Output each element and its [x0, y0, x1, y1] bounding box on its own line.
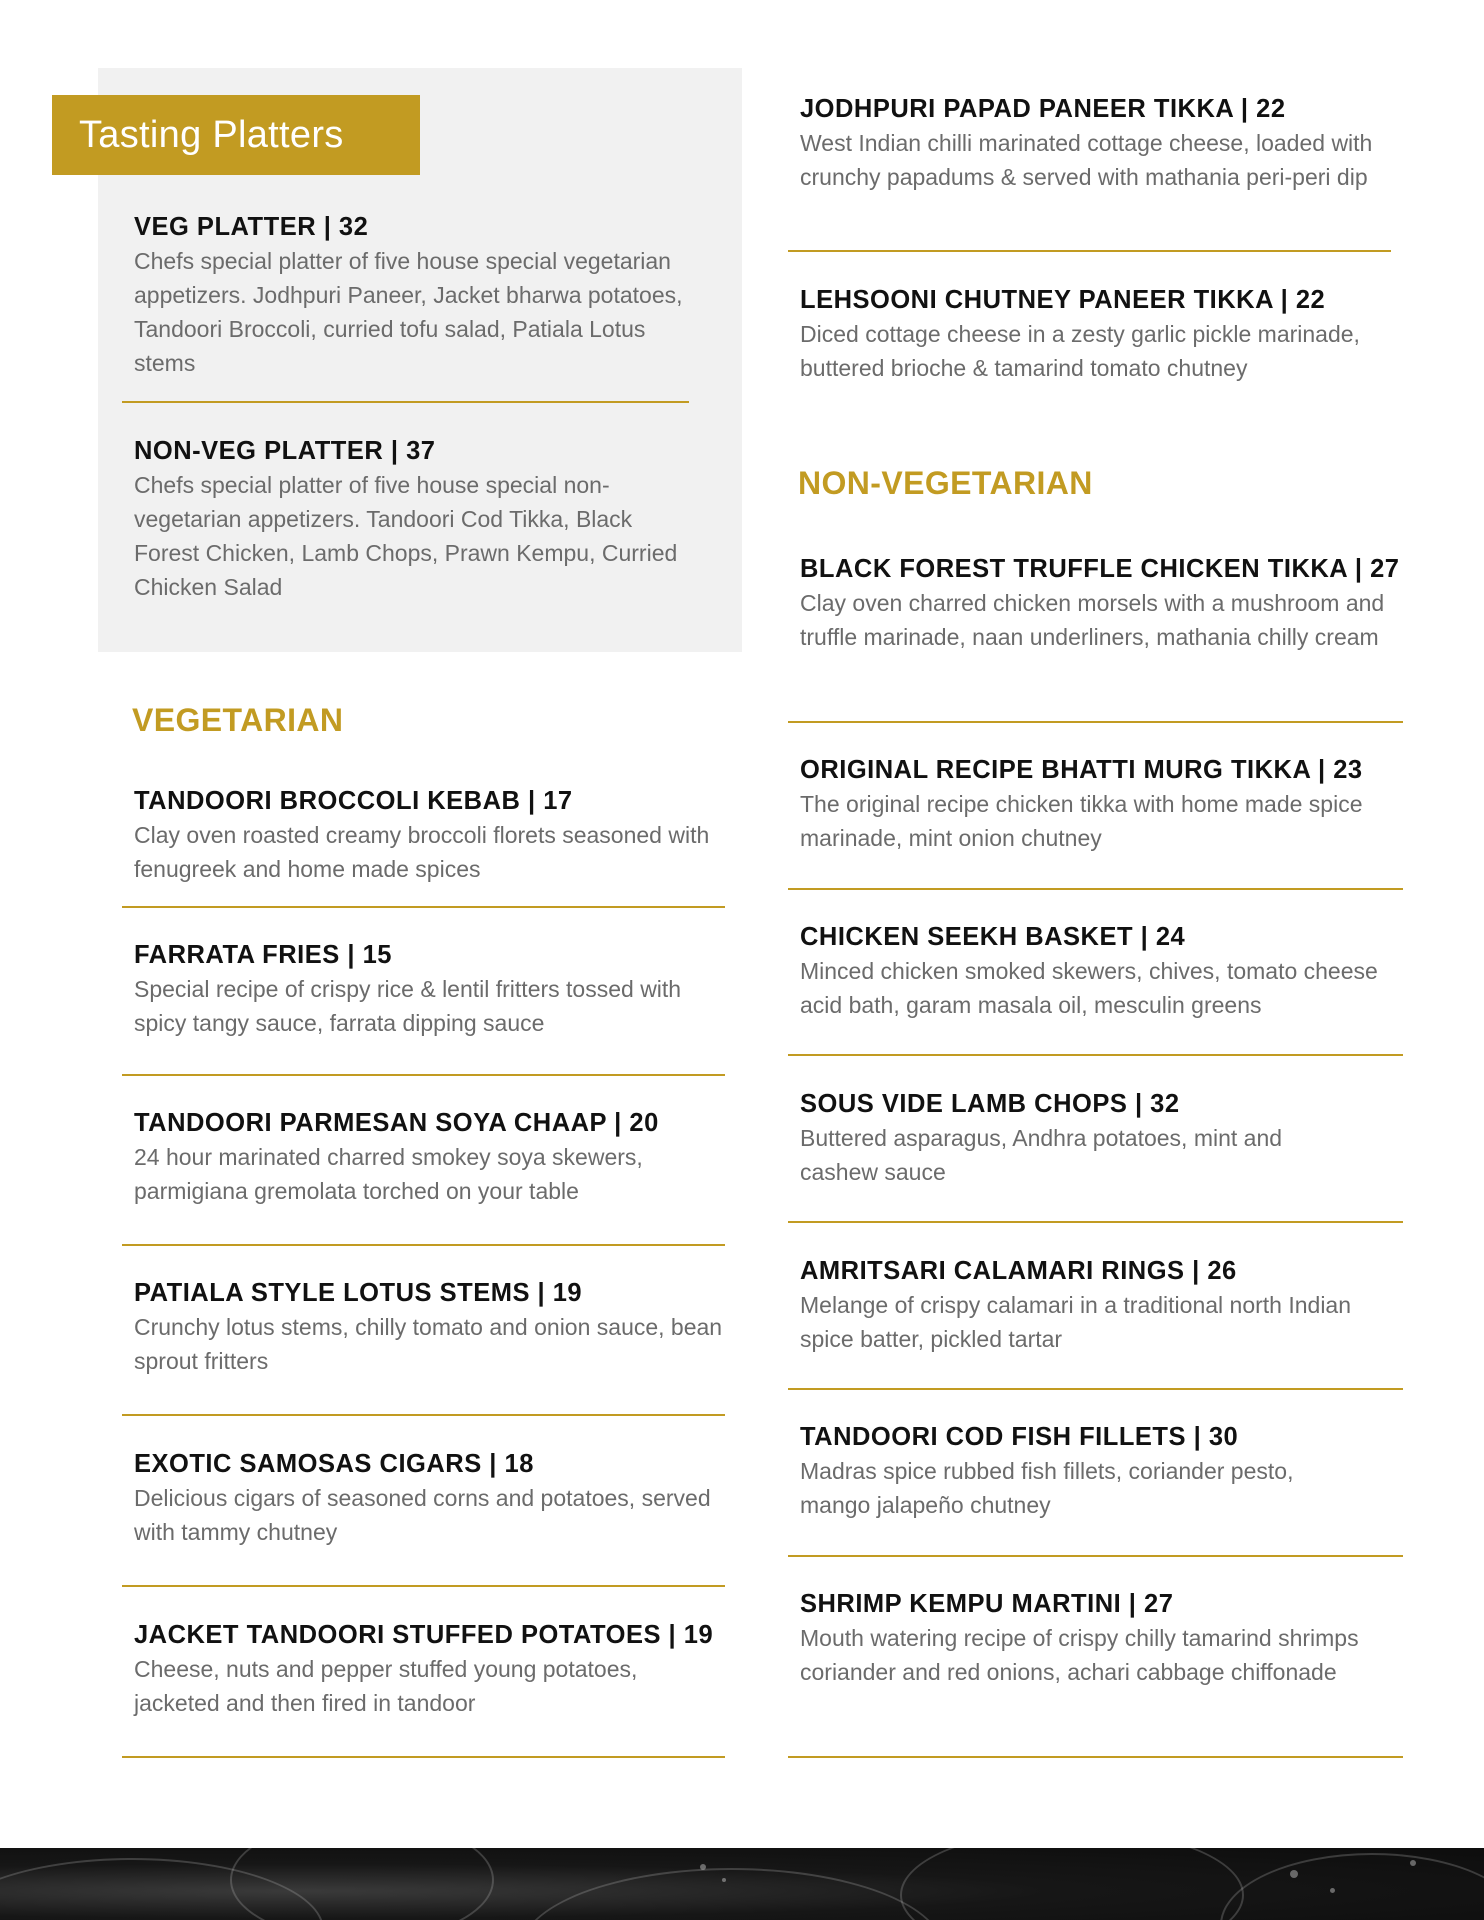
- marble-speck: [1410, 1860, 1416, 1866]
- item-name: TANDOORI PARMESAN SOYA CHAAP | 20: [134, 1109, 659, 1137]
- item-description: Cheese, nuts and pepper stuffed young potatoes, jacketed and then fired in tandoor: [134, 1656, 638, 1716]
- divider: [788, 1756, 1403, 1758]
- item-name: CHICKEN SEEKH BASKET | 24: [800, 923, 1186, 951]
- item-name: VEG PLATTER | 32: [134, 213, 369, 241]
- menu-item: [800, 1587, 1380, 1689]
- item-name: EXOTIC SAMOSAS CIGARS | 18: [134, 1450, 534, 1478]
- marble-speck: [722, 1878, 726, 1882]
- marble-speck: [1330, 1888, 1335, 1893]
- item-description: The original recipe chicken tikka with home made spice marinade, mint onion chutney: [800, 791, 1363, 851]
- item-name: SHRIMP KEMPU MARTINI | 27: [800, 1590, 1174, 1618]
- item-description: Clay oven roasted creamy broccoli florets seasoned with fenugreek and home made spices: [134, 822, 710, 882]
- vegetarian-heading: VEGETARIAN: [132, 702, 344, 738]
- menu-item: [134, 1447, 724, 1549]
- item-name: FARRATA FRIES | 15: [134, 941, 392, 969]
- item-name: AMRITSARI CALAMARI RINGS | 26: [800, 1257, 1237, 1285]
- item-name: JACKET TANDOORI STUFFED POTATOES | 19: [134, 1621, 714, 1649]
- item-name: BLACK FOREST TRUFFLE CHICKEN TIKKA | 27: [800, 555, 1400, 583]
- divider: [788, 1388, 1403, 1390]
- menu-item: [800, 753, 1410, 855]
- item-description: Crunchy lotus stems, chilly tomato and onion sauce, bean sprout fritters: [134, 1314, 723, 1374]
- item-name: ORIGINAL RECIPE BHATTI MURG TIKKA | 23: [800, 756, 1363, 784]
- item-description: Clay oven charred chicken morsels with a mushroom and truffle marinade, naan underliners, mathania chilly cream: [800, 590, 1385, 650]
- item-description: Buttered asparagus, Andhra potatoes, mint and cashew sauce: [800, 1125, 1283, 1185]
- divider: [788, 1054, 1403, 1056]
- marble-swirl: [900, 1848, 1244, 1920]
- menu-item: [800, 920, 1410, 1022]
- menu-item: [800, 552, 1410, 654]
- item-description: Melange of crispy calamari in a traditional north Indian spice batter, pickled tartar: [800, 1292, 1352, 1352]
- menu-item: [800, 1420, 1360, 1522]
- menu-item: [800, 283, 1400, 385]
- menu-item: [134, 434, 694, 604]
- divider: [122, 1585, 725, 1587]
- divider: [122, 1414, 725, 1416]
- menu-item: [134, 1276, 724, 1378]
- item-description: Chefs special platter of five house special non-vegetarian appetizers. Tandoori Cod Tikka, Black Forest Chicken, Lamb Chops, Prawn Kempu, Curried Chicken Salad: [134, 472, 678, 600]
- item-name: JODHPURI PAPAD PANEER TIKKA | 22: [800, 95, 1286, 123]
- marble-swirl: [520, 1868, 944, 1920]
- divider: [122, 1074, 725, 1076]
- item-name: LEHSOONI CHUTNEY PANEER TIKKA | 22: [800, 286, 1326, 314]
- menu-item: [800, 92, 1400, 194]
- item-name: NON-VEG PLATTER | 37: [134, 437, 436, 465]
- non-vegetarian-heading: NON-VEGETARIAN: [798, 465, 1093, 501]
- item-description: Diced cottage cheese in a zesty garlic pickle marinade, buttered brioche & tamarind tomato chutney: [800, 321, 1360, 381]
- item-description: Mouth watering recipe of crispy chilly tamarind shrimps coriander and red onions, achari cabbage chiffonade: [800, 1625, 1359, 1685]
- menu-item: [134, 784, 724, 886]
- menu-item: [800, 1087, 1320, 1189]
- item-name: PATIALA STYLE LOTUS STEMS | 19: [134, 1279, 583, 1307]
- item-description: Chefs special platter of five house special vegetarian appetizers. Jodhpuri Paneer, Jacket bharwa potatoes, Tandoori Broccoli, curried tofu salad, Patiala Lotus stems: [134, 248, 683, 376]
- divider: [788, 250, 1391, 252]
- menu-item: [134, 1618, 724, 1720]
- divider: [788, 1555, 1403, 1557]
- item-name: TANDOORI COD FISH FILLETS | 30: [800, 1423, 1239, 1451]
- marble-swirl: [230, 1848, 494, 1920]
- divider: [122, 1244, 725, 1246]
- divider: [788, 1221, 1403, 1223]
- menu-item: [134, 938, 724, 1040]
- menu-item: [134, 1106, 724, 1208]
- item-description: Madras spice rubbed fish fillets, coriander pesto, mango jalapeño chutney: [800, 1458, 1294, 1518]
- divider: [122, 1756, 725, 1758]
- tasting-platters-title: Tasting Platters: [52, 95, 420, 175]
- item-description: Minced chicken smoked skewers, chives, tomato cheese acid bath, garam masala oil, mesculin greens: [800, 958, 1378, 1018]
- divider: [122, 906, 725, 908]
- marble-speck: [700, 1864, 706, 1870]
- item-description: Delicious cigars of seasoned corns and potatoes, served with tammy chutney: [134, 1485, 711, 1545]
- item-name: TANDOORI BROCCOLI KEBAB | 17: [134, 787, 573, 815]
- divider: [788, 721, 1403, 723]
- item-description: Special recipe of crispy rice & lentil fritters tossed with spicy tangy sauce, farrata dipping sauce: [134, 976, 682, 1036]
- footer-marble-band: [0, 1848, 1484, 1920]
- divider: [788, 888, 1403, 890]
- item-description: 24 hour marinated charred smokey soya skewers, parmigiana gremolata torched on your table: [134, 1144, 643, 1204]
- marble-speck: [1290, 1870, 1298, 1878]
- menu-item: [800, 1254, 1360, 1356]
- marble-swirl: [1220, 1853, 1484, 1920]
- menu-item: [134, 210, 694, 380]
- item-description: West Indian chilli marinated cottage cheese, loaded with crunchy papadums & served with mathania peri-peri dip: [800, 130, 1373, 190]
- item-name: SOUS VIDE LAMB CHOPS | 32: [800, 1090, 1180, 1118]
- divider: [122, 401, 689, 403]
